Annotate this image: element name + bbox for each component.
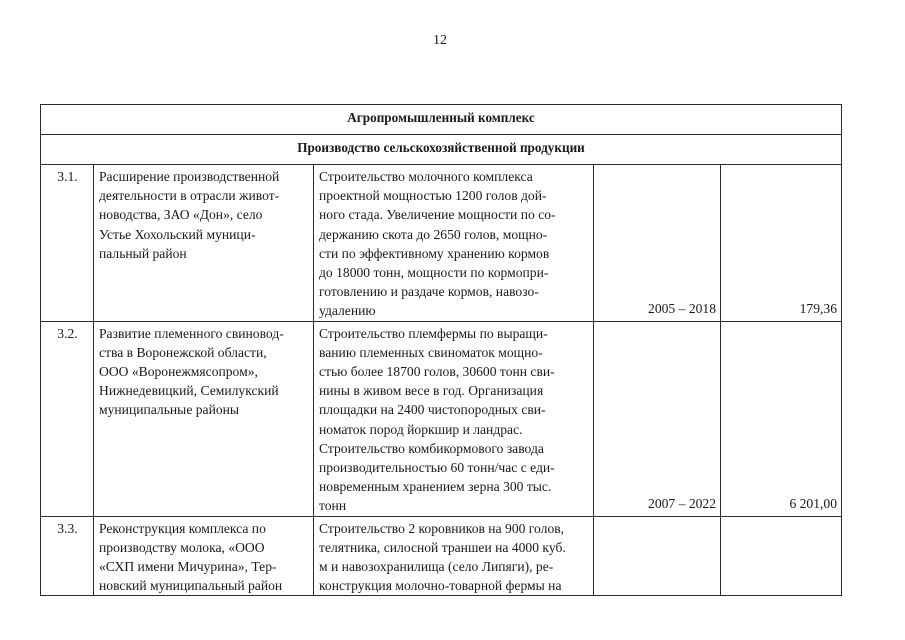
project-name: Развитие племенного свиновод- ства в Воронежской области, ООО «Воронежмясопром», Нижнедевицкий, Семилукский муниципальные районы bbox=[94, 321, 314, 516]
project-description: Строительство 2 коровников на 900 голов, телятника, силосной траншеи на 4000 куб. м и навозохранилища (село Липяги), ре- конструкция молочно-товарной фермы на bbox=[314, 516, 594, 596]
row-number: 3.2. bbox=[41, 321, 94, 516]
project-period: 2007 – 2022 bbox=[594, 321, 721, 516]
project-cost: 179,36 bbox=[721, 165, 842, 322]
project-name: Реконструкция комплекса по производству молока, «ООО «СХП имени Мичурина», Тер- новский муниципальный район bbox=[94, 516, 314, 596]
projects-table bbox=[40, 104, 842, 596]
project-period bbox=[594, 516, 721, 596]
table-row bbox=[41, 165, 842, 322]
project-cost: 6 201,00 bbox=[721, 321, 842, 516]
project-description: Строительство молочного комплекса проектной мощностью 1200 голов дой- ного стада. Увеличение мощности по со- держанию скота до 2650 голов, мощно- сти по эффективному хранению кормов до 18000 тонн, мощности по кормопри- готовлению и раздаче кормов, навозо- удалению bbox=[314, 165, 594, 322]
project-description: Строительство племфермы по выращи- ванию племенных свиноматок мощно- стью более 18700 голов, 30600 тонн сви- нины в живом весе в год. Организация площадки на 2400 чистопородных сви- номаток пород йоркшир и ландрас. Строительство комбикормового завода производительностью 60 тонн/час с еди- новременным хранением зерна 300 тыс. тонн bbox=[314, 321, 594, 516]
row-number: 3.3. bbox=[41, 516, 94, 596]
section-header-row bbox=[41, 105, 842, 135]
page-number: 12 bbox=[433, 33, 447, 48]
subsection-title: Производство сельскохозяйственной продукции bbox=[41, 135, 842, 165]
section-title: Агропромышленный комплекс bbox=[41, 105, 842, 135]
row-number: 3.1. bbox=[41, 165, 94, 322]
project-period: 2005 – 2018 bbox=[594, 165, 721, 322]
table-row bbox=[41, 516, 842, 596]
table-row bbox=[41, 321, 842, 516]
project-name: Расширение производственной деятельности в отрасли живот- новодства, ЗАО «Дон», село Устье Хохольский муници- пальный район bbox=[94, 165, 314, 322]
project-cost bbox=[721, 516, 842, 596]
subsection-header-row bbox=[41, 135, 842, 165]
